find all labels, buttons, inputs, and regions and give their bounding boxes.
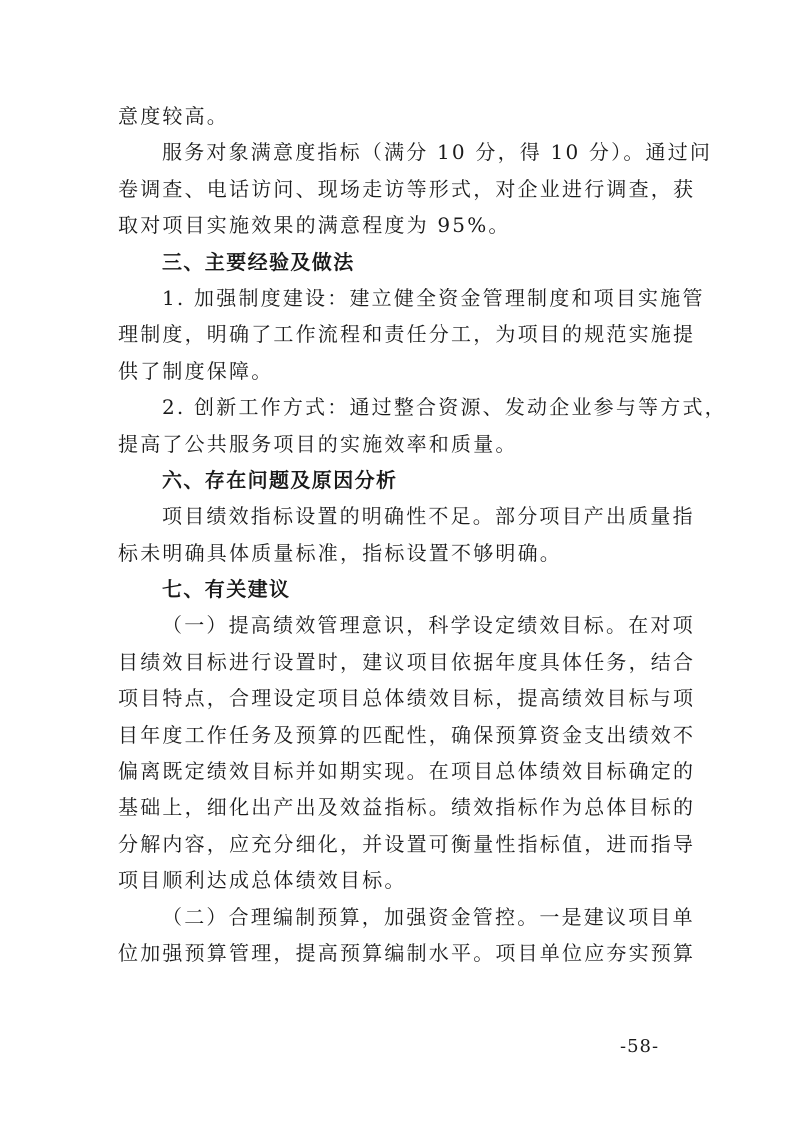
text-line: 项目特点，合理设定项目总体绩效目标，提高绩效目标与项 bbox=[118, 686, 696, 711]
text-line: 2. 创新工作方式：通过整合资源、发动企业参与等方式， bbox=[162, 395, 727, 420]
text-line: 提高了公共服务项目的实施效率和质量。 bbox=[118, 431, 518, 456]
text-line: 取对项目实施效果的满意程度为 95%。 bbox=[118, 213, 511, 238]
text-line: 卷调查、电话访问、现场走访等形式，对企业进行调查，获 bbox=[118, 176, 696, 201]
text-line: 目绩效目标进行设置时，建议项目依据年度具体任务，结合 bbox=[118, 649, 696, 674]
page-number: -58- bbox=[620, 1036, 660, 1057]
document-body bbox=[118, 98, 727, 971]
text-line: 项目顺利达成总体绩效目标。 bbox=[118, 868, 407, 893]
text-line: 目年度工作任务及预算的匹配性，确保预算资金支出绩效不 bbox=[118, 722, 696, 747]
text-line: 服务对象满意度指标（满分 10 分，得 10 分）。通过问 bbox=[162, 140, 713, 165]
text-line: 意度较高。 bbox=[118, 104, 229, 128]
text-line: 项目绩效指标设置的明确性不足。部分项目产出质量指 bbox=[162, 504, 695, 529]
section-heading: 三、主要经验及做法 bbox=[162, 249, 355, 274]
text-line: （一）提高绩效管理意识，科学设定绩效目标。在对项 bbox=[162, 613, 695, 638]
text-line: 供了制度保障。 bbox=[118, 358, 274, 383]
text-line: 基础上，细化出产出及效益指标。绩效指标作为总体目标的 bbox=[118, 795, 696, 820]
text-line: 分解内容，应充分细化，并设置可衡量性指标值，进而指导 bbox=[118, 831, 696, 856]
text-line: 标未明确具体质量标准，指标设置不够明确。 bbox=[118, 540, 562, 565]
text-line: 理制度，明确了工作流程和责任分工，为项目的规范实施提 bbox=[118, 322, 696, 347]
text-line: 1. 加强制度建设：建立健全资金管理制度和项目实施管 bbox=[162, 285, 705, 310]
text-line: （二）合理编制预算，加强资金管控。一是建议项目单 bbox=[162, 904, 695, 929]
text-line: 位加强预算管理，提高预算编制水平。项目单位应夯实预算 bbox=[118, 940, 696, 965]
section-heading: 七、有关建议 bbox=[162, 577, 291, 602]
text-line: 偏离既定绩效目标并如期实现。在项目总体绩效目标确定的 bbox=[118, 759, 696, 784]
section-heading: 六、存在问题及原因分析 bbox=[162, 467, 398, 492]
